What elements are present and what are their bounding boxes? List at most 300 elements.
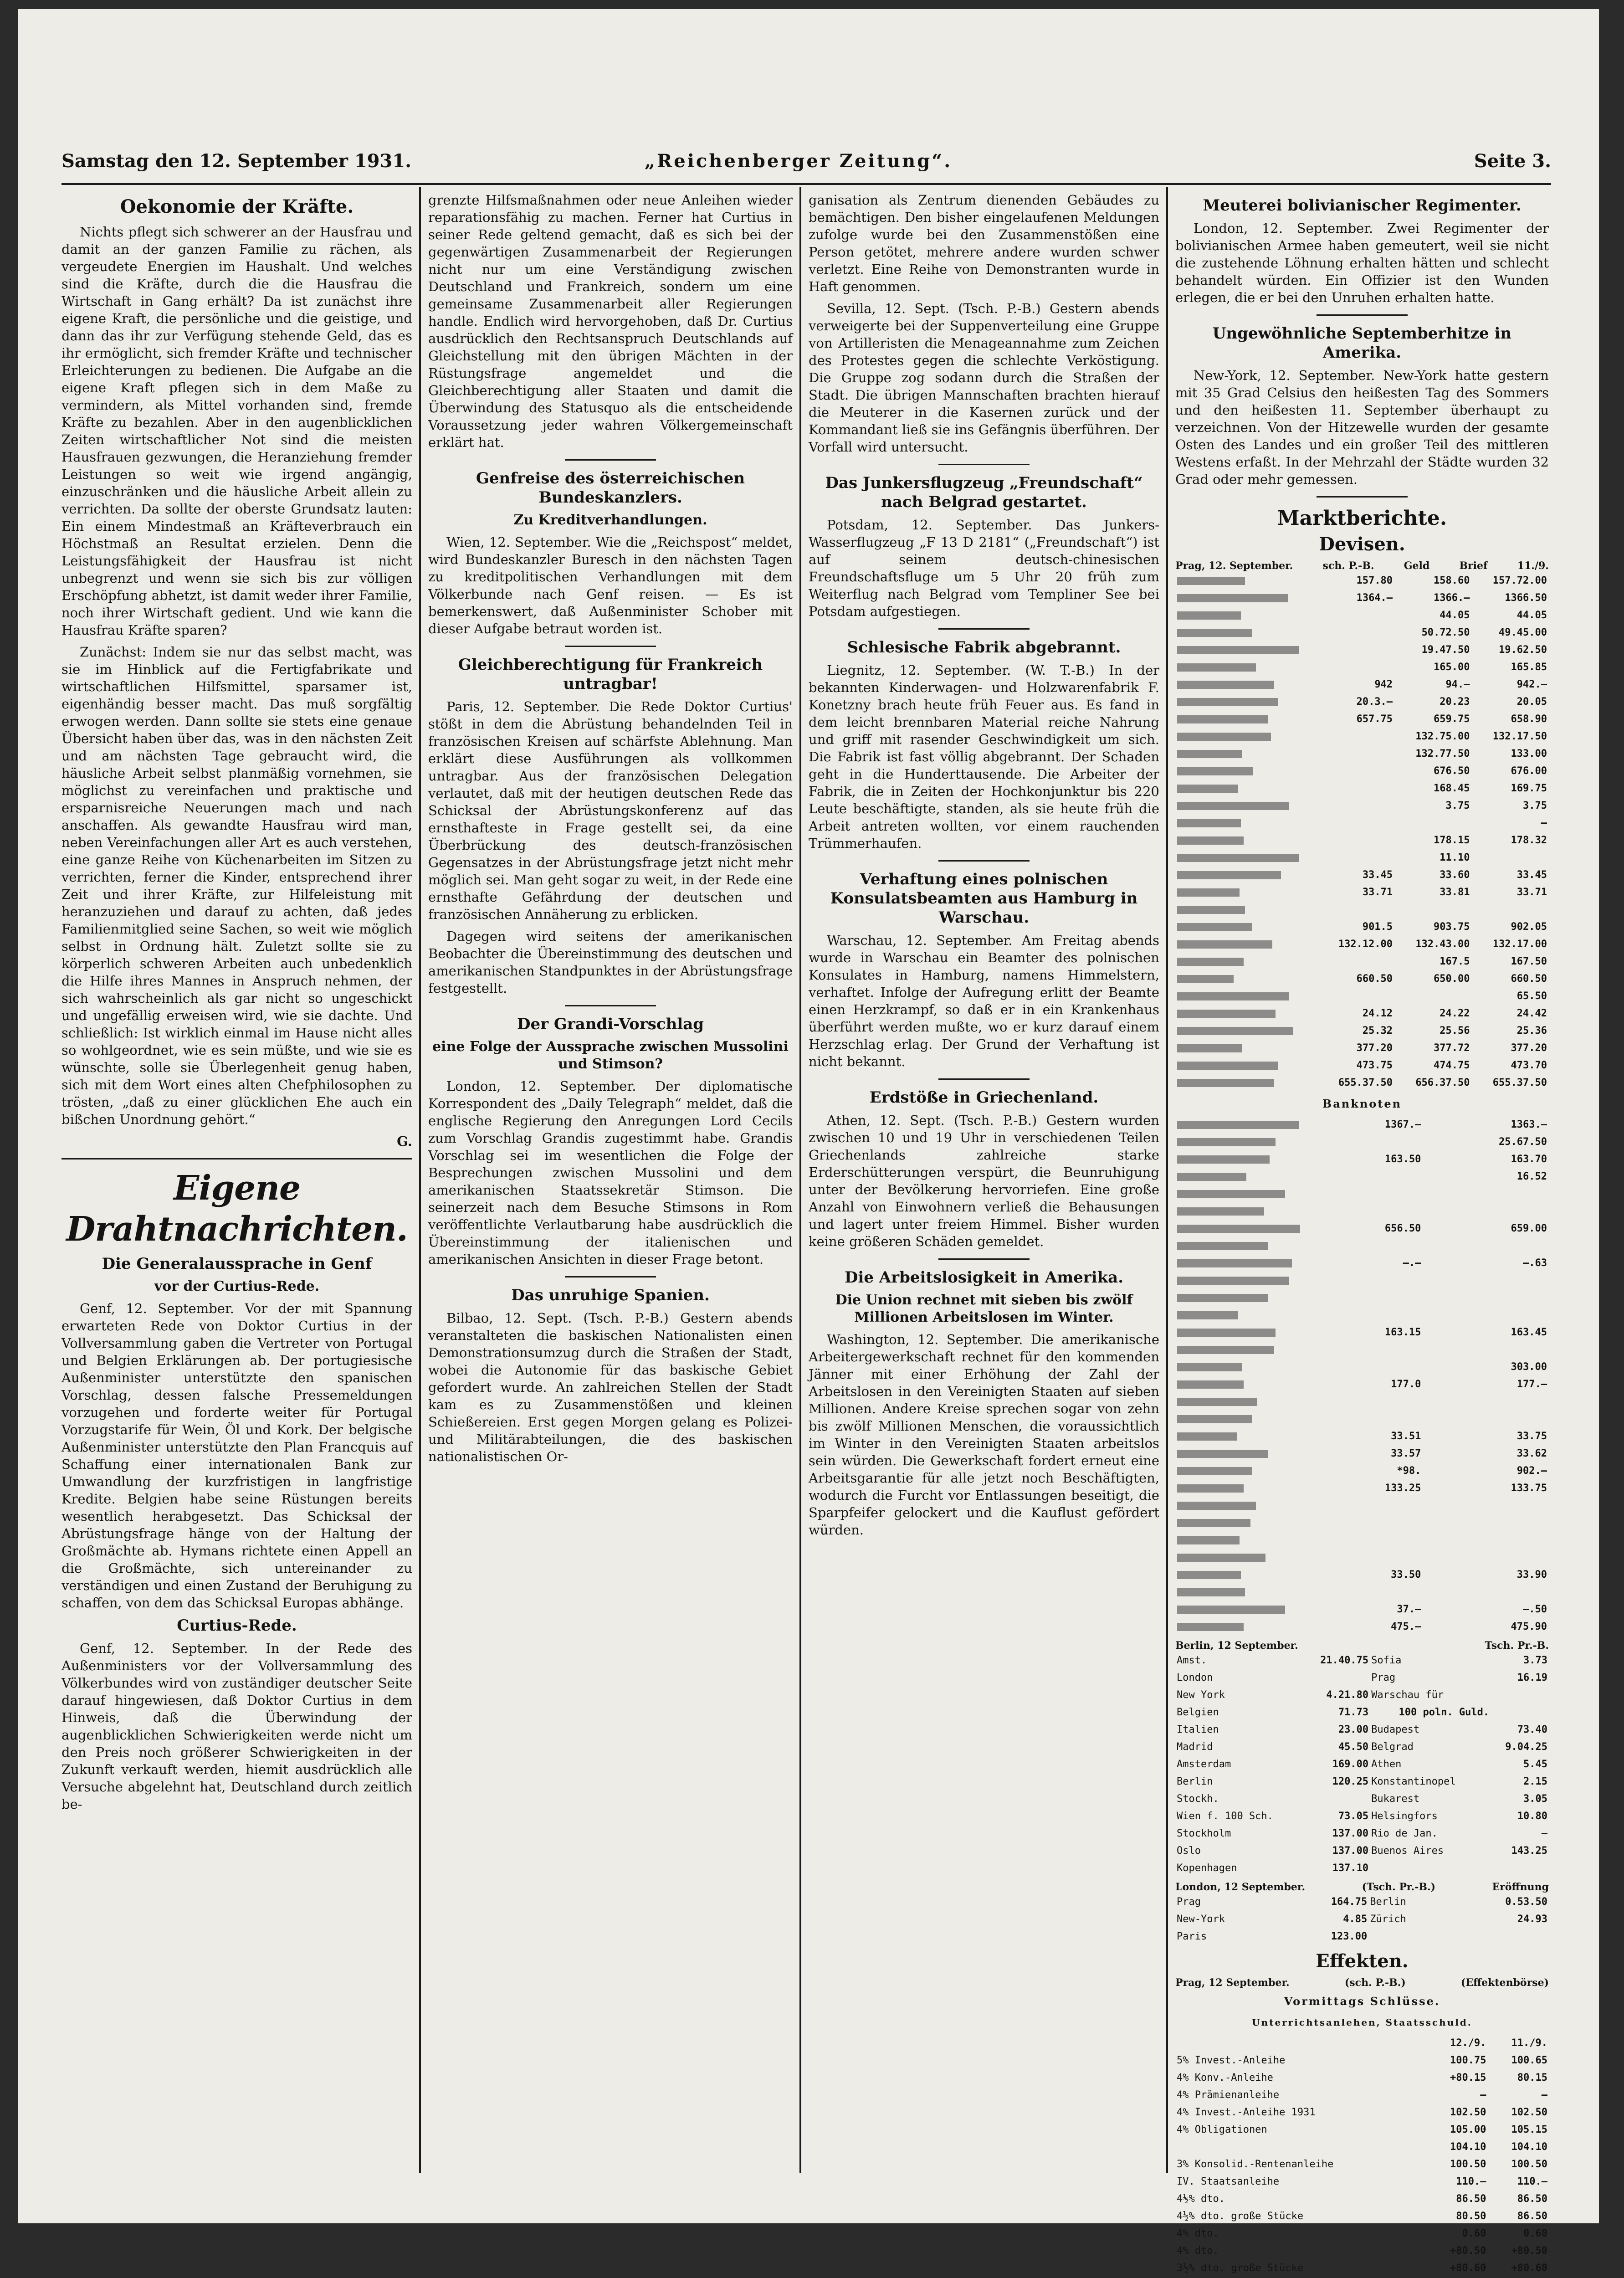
table-row (1175, 988, 1549, 1005)
rate-cell (1317, 901, 1394, 918)
rate-cell (1326, 1514, 1423, 1532)
illegible-text (1177, 1380, 1244, 1389)
illegible-text (1177, 1259, 1292, 1267)
table-row (1175, 1842, 1549, 1860)
table-row (1175, 1532, 1549, 1549)
table-cell: +80.60 (1450, 2263, 1486, 2274)
table-row (1175, 1411, 1549, 1428)
table-cell: Madrid (1177, 1741, 1213, 1753)
caption-cell: 11./9. (1517, 560, 1549, 572)
rate-cell: 33.81 (1440, 887, 1470, 898)
london-table (1175, 1893, 1549, 1945)
table-row (1175, 1376, 1549, 1393)
divider (565, 646, 656, 647)
rate-cell (1317, 1168, 1326, 1185)
rate-cell: 33.45 (1362, 869, 1393, 881)
table-cell: Belgien (1177, 1707, 1219, 1718)
rate-cell (1317, 1393, 1326, 1411)
currency-name-blurred (1175, 1584, 1317, 1601)
rate-cell (1326, 1532, 1423, 1549)
table-cell: 4% dto. (1177, 2245, 1219, 2257)
table-row (1175, 1601, 1549, 1618)
rate-cell (1317, 1134, 1326, 1151)
table-cell: — (1541, 2089, 1547, 2101)
table-cell: 4% Konv.-Anleihe (1177, 2072, 1273, 2083)
currency-name-blurred (1175, 936, 1317, 953)
divider (1317, 314, 1408, 316)
article-subtitle: Zu Kreditverhandlungen. (513, 512, 707, 528)
rate-cell: 1363.— (1511, 1119, 1547, 1130)
table-row (1175, 1393, 1549, 1411)
market-title: Marktberichte. (1277, 507, 1447, 530)
table-cell: 86.50 (1517, 2193, 1547, 2205)
currency-name-blurred (1175, 572, 1317, 590)
table-cell (1491, 1704, 1549, 1721)
rate-cell (1317, 1307, 1326, 1324)
rate-cell: 24.42 (1516, 1008, 1547, 1019)
rate-cell: 659.00 (1511, 1223, 1547, 1234)
rate-cell: 33.75 (1516, 1431, 1547, 1442)
table-cell: Prag (1371, 1672, 1396, 1683)
banknoten-table (1175, 1116, 1549, 1636)
currency-name-blurred (1175, 641, 1317, 659)
illegible-text (1177, 1311, 1238, 1319)
table-cell: 100.75 (1450, 2055, 1486, 2066)
rate-cell (1317, 1584, 1326, 1601)
berlin-caption (1175, 1639, 1549, 1652)
table-cell: 164.75 (1331, 1896, 1368, 1908)
table-row (1175, 607, 1549, 624)
rate-cell (1326, 1289, 1423, 1307)
illegible-text (1177, 1138, 1276, 1146)
table-cell: 105.00 (1450, 2124, 1486, 2135)
rate-cell (1423, 1307, 1549, 1324)
currency-name-blurred (1175, 1601, 1317, 1618)
rate-cell (1317, 1289, 1326, 1307)
article-title: Meuterei bolivianischer Regimenter. (1203, 196, 1522, 215)
illegible-text (1177, 733, 1271, 741)
currency-name-blurred (1175, 797, 1317, 815)
rate-cell: 903.75 (1434, 921, 1470, 933)
rate-cell: 167.50 (1511, 956, 1547, 967)
table-cell: Berlin (1370, 1896, 1406, 1908)
header-page-number: Seite 3. (1474, 150, 1551, 172)
table-cell: Bukarest (1371, 1793, 1420, 1805)
table-row (1175, 1808, 1549, 1825)
illegible-text (1177, 1277, 1289, 1285)
currency-name-blurred (1175, 1497, 1317, 1514)
rate-cell (1317, 745, 1394, 763)
table-row (1175, 867, 1549, 884)
currency-name-blurred (1175, 849, 1317, 867)
table-row (1175, 1687, 1549, 1704)
currency-name-blurred (1175, 693, 1317, 711)
table-cell: 16.19 (1517, 1672, 1547, 1683)
rate-cell (1423, 1411, 1549, 1428)
caption-cell: Prag, 12 September. (1175, 1977, 1290, 1989)
berlin-table (1175, 1652, 1549, 1877)
illegible-text (1177, 594, 1288, 602)
rate-cell: 167.5 (1440, 956, 1470, 967)
table-row (1175, 1359, 1549, 1376)
table-row (1175, 1739, 1549, 1756)
rate-cell (1317, 1480, 1326, 1497)
rate-cell (1317, 1428, 1326, 1445)
table-row (1175, 953, 1549, 970)
currency-name-blurred (1175, 832, 1317, 849)
rate-cell (1326, 1359, 1423, 1376)
rate-cell (1326, 1134, 1423, 1151)
table-cell: 21.40.75 (1320, 1655, 1369, 1666)
table-row (1175, 659, 1549, 676)
illegible-text (1177, 1173, 1246, 1181)
table-row (1175, 1825, 1549, 1842)
currency-name-blurred (1175, 607, 1317, 624)
table-row (1175, 1134, 1549, 1151)
illegible-text (1177, 1623, 1244, 1631)
rate-cell: 44.05 (1440, 610, 1470, 621)
rate-cell (1317, 1618, 1326, 1636)
illegible-text (1177, 1536, 1240, 1544)
rate-cell: 11.10 (1440, 852, 1470, 863)
table-row (1175, 1307, 1549, 1324)
rate-cell (1317, 1445, 1326, 1462)
rate-cell (1317, 1376, 1326, 1393)
header-rule (61, 183, 1551, 185)
rate-cell: 475.90 (1511, 1621, 1547, 1632)
rate-cell: 33.45 (1516, 869, 1547, 881)
table-cell: 104.10 (1450, 2141, 1486, 2153)
article-title: Die Arbeitslosigkeit in Amerika. (844, 1268, 1124, 1287)
rate-cell (1317, 1272, 1326, 1289)
rate-cell: 676.00 (1511, 765, 1547, 777)
divider (565, 459, 656, 461)
table-cell: 0.60 (1523, 2228, 1547, 2239)
divider (938, 1078, 1030, 1080)
rate-cell: 377.72 (1434, 1042, 1470, 1054)
rate-cell: *98. (1397, 1465, 1421, 1477)
table-cell: 4½% dto. (1177, 2193, 1225, 2205)
table-cell: 102.50 (1511, 2107, 1547, 2118)
currency-name-blurred (1175, 1428, 1317, 1445)
rate-cell (1394, 988, 1471, 1005)
table-cell: +80.15 (1450, 2072, 1486, 2083)
rate-cell (1394, 815, 1471, 832)
illegible-text (1177, 992, 1289, 1000)
rate-cell: 133.25 (1384, 1483, 1421, 1494)
table-row (1175, 1480, 1549, 1497)
illegible-text (1177, 1062, 1278, 1070)
rate-cell: —.63 (1523, 1257, 1547, 1269)
caption-cell: London, 12 September. (1175, 1881, 1306, 1893)
rate-cell (1317, 780, 1394, 797)
divider (61, 1158, 412, 1160)
rate-cell (1326, 1549, 1423, 1566)
illegible-text (1177, 646, 1299, 654)
currency-name-blurred (1175, 1480, 1317, 1497)
rate-cell (1317, 1532, 1326, 1549)
illegible-text (1177, 1484, 1244, 1493)
table-row (1175, 728, 1549, 745)
table-cell: Oslo (1177, 1845, 1201, 1857)
caption-cell: sch. P.-B. (1322, 560, 1374, 572)
table-row (1175, 624, 1549, 641)
illegible-text (1177, 785, 1238, 793)
illegible-text (1177, 906, 1245, 914)
currency-name-blurred (1175, 1566, 1317, 1584)
table-cell: New York (1177, 1689, 1225, 1701)
currency-name-blurred (1175, 1618, 1317, 1636)
currency-name-blurred (1175, 988, 1317, 1005)
rate-cell (1317, 988, 1394, 1005)
table-row (1175, 1324, 1549, 1341)
table-row (1175, 763, 1549, 780)
table-cell (1491, 1687, 1549, 1704)
divider (938, 860, 1030, 862)
table-cell: 4% Prämienanleihe (1177, 2089, 1280, 2101)
table-cell: Wien f. 100 Sch. (1177, 1811, 1273, 1822)
currency-name-blurred (1175, 659, 1317, 676)
currency-name-blurred (1175, 1549, 1317, 1566)
column-rule (419, 187, 421, 2173)
table-cell: 143.25 (1511, 1845, 1547, 1857)
table-cell: 11./9. (1511, 2037, 1547, 2049)
rate-cell: 377.20 (1356, 1042, 1393, 1054)
currency-name-blurred (1175, 884, 1317, 901)
table-cell: 45.50 (1338, 1741, 1369, 1753)
illegible-text (1177, 854, 1299, 862)
currency-name-blurred (1175, 918, 1317, 936)
rate-cell: 177.— (1516, 1379, 1547, 1390)
rate-cell (1423, 1341, 1549, 1359)
rate-cell: 49.45.00 (1499, 627, 1547, 638)
rate-cell (1317, 1324, 1326, 1341)
rate-cell (1326, 1307, 1423, 1324)
currency-name-blurred (1175, 1324, 1317, 1341)
illegible-text (1177, 611, 1241, 620)
article-subtitle: vor der Curtius-Rede. (154, 1278, 320, 1294)
currency-name-blurred (1175, 1237, 1317, 1255)
table-row (1175, 590, 1549, 607)
table-cell: Prag (1177, 1896, 1201, 1908)
table-cell (1370, 1860, 1491, 1877)
illegible-text (1177, 1329, 1276, 1337)
article-paragraph: Athen, 12. Sept. (Tsch. P.-B.) Gestern wurden zwischen 10 und 19 Uhr in verschiedenen Teilen Griechenlands zahlreiche starke Erderschütterungen verspürt, die Beunruhigung unter der Bevölkerung hervorriefen. Eine große Anzahl von Einwohnern verließ die Behausungen und lagert unter freiem Himmel. Bisher wurden keine größeren Schäden gemeldet. (809, 1113, 1159, 1249)
effekten-caption (1175, 1976, 1549, 1989)
illegible-text (1177, 958, 1244, 966)
rate-cell (1423, 1185, 1549, 1203)
rate-cell: 25.67.50 (1499, 1136, 1547, 1148)
illegible-text (1177, 940, 1272, 949)
section-title: Eigene Drahtnachrichten. (66, 1169, 408, 1249)
illegible-text (1177, 1432, 1237, 1441)
table-row (1175, 1289, 1549, 1307)
rate-cell: 33.60 (1440, 869, 1470, 881)
article-title: Ungewöhnliche Septemberhitze in Amerika. (1212, 324, 1512, 362)
rate-cell (1317, 1151, 1326, 1168)
table-cell: 110.— (1456, 2176, 1486, 2187)
illegible-text (1177, 663, 1256, 672)
rate-cell: —.— (1403, 1257, 1421, 1269)
rate-cell (1423, 1393, 1549, 1411)
illegible-text (1177, 1155, 1270, 1164)
table-cell: 5% Invest.-Anleihe (1177, 2055, 1286, 2066)
table-cell: 4.21.80 (1326, 1689, 1369, 1701)
table-cell: Berlin (1177, 1776, 1213, 1787)
table-row (1175, 2173, 1549, 2191)
table-row (1175, 1669, 1549, 1687)
article-title: Curtius-Rede. (177, 1616, 297, 1635)
column-rule (799, 187, 801, 2173)
rate-cell: 163.70 (1511, 1154, 1547, 1165)
table-cell: 10.80 (1517, 1811, 1547, 1822)
currency-name-blurred (1175, 1341, 1317, 1359)
currency-name-blurred (1175, 1255, 1317, 1272)
currency-name-blurred (1175, 901, 1317, 918)
currency-name-blurred (1175, 1185, 1317, 1203)
rate-cell (1317, 607, 1394, 624)
rate-cell (1317, 815, 1394, 832)
rate-cell: 20.3.— (1356, 696, 1393, 708)
currency-name-blurred (1175, 1134, 1317, 1151)
illegible-text (1177, 1079, 1274, 1087)
currency-name-blurred (1175, 1074, 1317, 1092)
table-cell: 4½% dto. große Stücke (1177, 2211, 1304, 2222)
effekten-subtitle: Unterrichtsanlehen, Staatsschuld. (1252, 2017, 1472, 2028)
rate-cell: 157.72.00 (1492, 575, 1547, 586)
rate-cell: 158.60 (1434, 575, 1470, 586)
illegible-text (1177, 975, 1234, 983)
illegible-text (1177, 819, 1241, 827)
rate-cell: 163.15 (1384, 1327, 1421, 1338)
devisen-caption (1175, 559, 1549, 572)
rate-cell (1472, 901, 1549, 918)
currency-name-blurred (1175, 1168, 1317, 1185)
rate-cell: —.50 (1523, 1604, 1547, 1615)
table-row (1175, 1272, 1549, 1289)
article-paragraph: Washington, 12. September. Die amerikanische Arbeitergewerkschaft rechnet für den kommenden Jänner mit einer Erhöhung der Zahl der Arbeitslosen in den Vereinigten Staaten auf sieben Millionen. Andere Kreise sprechen sogar von zehn bis zwölf Millionen Menschen, die voraussichtlich im Winter in den Vereinigten Staaten arbeitslos sein würden. Die Gewerkschaft fordert erneut eine Arbeitsgarantie für alle jetzt noch Beschäftigten, wodurch die Furcht vor Entlassungen beseitigt, die Sparpfeifer gelockert und die Kauflust gefördert würden. (809, 1332, 1159, 1538)
table-cell (1175, 2139, 1426, 2156)
currency-name-blurred (1175, 1376, 1317, 1393)
article-paragraph: Paris, 12. September. Die Rede Doktor Curtius' stößt in dem die Abrüstung behandelnden Teil in französischen Kreisen auf schärfste Ablehnung. Man erklärt diese Ausführungen als vollkommen untragbar. Aus der französischen Delegation verlautet, daß mit der heutigen deutschen Rede das Schicksal der Abrüstungskonferenz auf das ernsthafteste in Frage gestellt sei, da eine Überbrückung des deutsch-französischen Gegensatzes in der Abrüstungsfrage jetzt nicht mehr möglich sei. Man geht sogar zu weit, in der Rede eine ernsthafte Gefährdung der deutschen und französischen Annäherung zu erblicken. (428, 699, 793, 922)
currency-name-blurred (1175, 711, 1317, 728)
table-row (1175, 2260, 1549, 2277)
rate-cell: 24.22 (1440, 1008, 1470, 1019)
table-row (1175, 1005, 1549, 1022)
table-row (1175, 2104, 1549, 2121)
table-row (1175, 1549, 1549, 1566)
currency-name-blurred (1175, 624, 1317, 641)
illegible-text (1177, 871, 1281, 879)
page-header (61, 146, 1551, 182)
currency-name-blurred (1175, 1393, 1317, 1411)
article-title: Verhaftung eines polnischen Konsulatsbeamten aus Hamburg in Warschau. (830, 870, 1138, 927)
table-cell: Kopenhagen (1177, 1862, 1237, 1874)
rate-cell (1423, 1549, 1549, 1566)
rate-cell (1423, 1584, 1549, 1601)
currency-name-blurred (1175, 867, 1317, 884)
article-paragraph: ganisation als Zentrum dienenden Gebäudes zu bemächtigen. Den bisher eingelaufenen Meldungen zufolge wurde bei den Zusammenstößen eine Person getötet, mehrere andere wurden schwer verletzt. Eine Reihe von Demonstranten wurde in Haft genommen. (809, 192, 1159, 294)
table-row (1175, 1116, 1549, 1134)
rate-cell: 660.50 (1511, 973, 1547, 985)
rate-cell: 178.15 (1434, 835, 1470, 846)
rate-cell: 901.5 (1362, 921, 1393, 933)
london-caption (1175, 1881, 1549, 1893)
rate-cell: 132.75.00 (1415, 731, 1470, 742)
table-cell: 3.05 (1523, 1793, 1547, 1805)
table-row (1175, 1022, 1549, 1040)
currency-name-blurred (1175, 1289, 1317, 1307)
table-row (1175, 1168, 1549, 1185)
currency-name-blurred (1175, 1005, 1317, 1022)
table-cell: Sofia (1371, 1655, 1402, 1666)
rate-cell: 1367.— (1384, 1119, 1421, 1130)
rate-cell (1317, 1462, 1326, 1480)
table-cell: Italien (1177, 1724, 1219, 1735)
currency-name-blurred (1175, 1040, 1317, 1057)
article-paragraph: Liegnitz, 12. September. (W. T.-B.) In der bekannten Kinderwagen- und Holzwarenfabrik F. Konetzny brach heute früh Feuer aus. Es fand in dem leicht brennbaren Material reiche Nahrung und griff mit rasender Geschwindigkeit um sich. Die Fabrik ist fast völlig abgebrannt. Der Schaden geht in die Hunderttausende. Die Arbeiter der Fabrik, die in Zeiten der Hochkonjunktur bis 220 Leute beschäftigte, standen, als sie heute früh die Arbeit antreten wollten, vor einem rauchenden Trümmerhaufen. (809, 662, 1159, 851)
table-cell: Paris (1177, 1931, 1207, 1942)
illegible-text (1177, 629, 1252, 637)
table-row (1175, 780, 1549, 797)
rate-cell (1423, 1532, 1549, 1549)
rate-cell: 659.75 (1434, 713, 1470, 725)
currency-name-blurred (1175, 1272, 1317, 1289)
rate-cell: 902.— (1516, 1465, 1547, 1477)
effekten-subtitle: Vormittags Schlüsse. (1284, 1995, 1440, 2008)
table-row (1175, 2208, 1549, 2225)
rate-cell: 25.36 (1516, 1025, 1547, 1036)
rate-cell: 33.62 (1516, 1448, 1547, 1459)
rate-cell: 16.52 (1516, 1171, 1547, 1182)
rate-cell (1326, 1341, 1423, 1359)
table-cell: 123.00 (1331, 1931, 1368, 1942)
rate-cell (1326, 1185, 1423, 1203)
rate-cell (1326, 1272, 1423, 1289)
article-paragraph: Potsdam, 12. September. Das Junkers-Wasserflugzeug „F 13 D 2181“ („Freundschaft“) ist auf seinem deutsch-chinesischen Freundschaftsfluge um 5 Uhr 20 früh zum Weiterflug nach Belgrad vom Templiner See bei Potsdam aufgestiegen. (809, 517, 1159, 619)
table-row (1175, 2225, 1549, 2242)
illegible-text (1177, 1225, 1300, 1233)
rate-cell (1317, 1549, 1326, 1566)
rate-cell: 25.32 (1362, 1025, 1393, 1036)
table-cell: 86.50 (1456, 2193, 1486, 2205)
newspaper-page (18, 9, 1599, 2274)
table-cell: 4.85 (1343, 1914, 1368, 1925)
rate-cell (1472, 849, 1549, 867)
column-3 (809, 191, 1159, 2164)
rate-cell (1317, 832, 1394, 849)
table-cell: 100.50 (1511, 2159, 1547, 2170)
currency-name-blurred (1175, 676, 1317, 693)
rate-cell: 33.71 (1516, 887, 1547, 898)
rate-cell: 163.45 (1511, 1327, 1547, 1338)
table-row (1175, 1911, 1549, 1928)
divider (938, 628, 1030, 630)
rate-cell: 20.23 (1440, 696, 1470, 708)
header-date: Samstag den 12. September 1931. (61, 150, 412, 172)
rate-cell (1317, 953, 1394, 970)
illegible-text (1177, 1415, 1252, 1423)
table-cell: 137.00 (1332, 1845, 1369, 1857)
rate-cell: 1366.— (1434, 592, 1470, 604)
rate-cell: 942.— (1516, 679, 1547, 690)
rate-cell: 655.37.50 (1338, 1077, 1393, 1088)
table-row (1175, 1428, 1549, 1445)
column-2 (428, 191, 793, 2164)
table-row (1175, 2052, 1549, 2069)
caption-cell: (sch. P.-B.) (1344, 1977, 1406, 1989)
table-row (1175, 1860, 1549, 1877)
